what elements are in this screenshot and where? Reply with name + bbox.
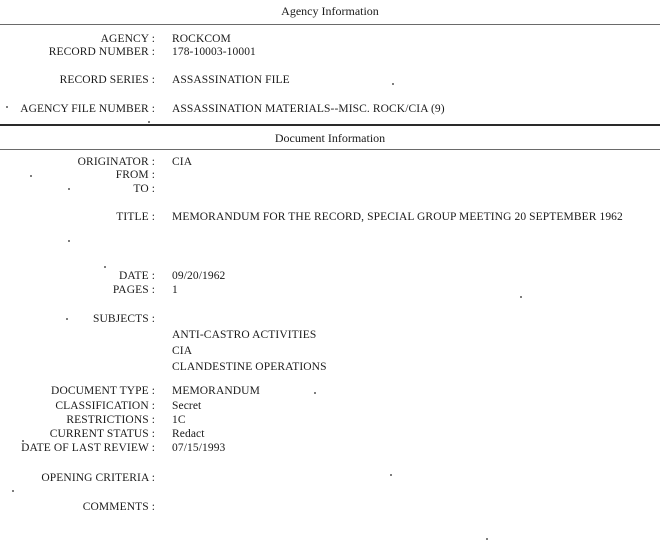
record-number-value: 178-10003-10001 (172, 46, 256, 58)
date-label: DATE : (118, 270, 155, 282)
pages-value: 1 (172, 284, 178, 296)
document-information-header: Document Information (274, 131, 386, 145)
agency-information-header: Agency Information (281, 4, 379, 18)
classification-label: CLASSIFICATION : (55, 400, 155, 412)
record-series-value: ASSASSINATION FILE (172, 74, 290, 86)
classification-value: Secret (172, 400, 202, 412)
originator-label: ORIGINATOR : (77, 156, 155, 168)
agency-file-number-label: AGENCY FILE NUMBER : (20, 103, 155, 115)
document-type-value: MEMORANDUM (172, 385, 260, 397)
record-number-label: RECORD NUMBER : (48, 46, 155, 58)
scan-speck (66, 318, 68, 320)
subject-item: CLANDESTINE OPERATIONS (172, 361, 327, 373)
agency-header-rule (0, 24, 660, 25)
scan-speck (104, 266, 106, 268)
restrictions-label: RESTRICTIONS : (66, 414, 155, 426)
subject-item: ANTI-CASTRO ACTIVITIES (172, 329, 317, 341)
scan-speck (314, 392, 316, 394)
scan-speck (68, 188, 70, 190)
scan-speck (12, 490, 14, 492)
scan-speck (22, 440, 24, 442)
date-of-last-review-label: DATE OF LAST REVIEW : (21, 442, 155, 454)
scan-speck (68, 240, 70, 242)
scan-speck (392, 83, 394, 85)
scan-speck (148, 121, 150, 123)
current-status-label: CURRENT STATUS : (49, 428, 155, 440)
restrictions-value: 1C (172, 414, 186, 426)
title-value: MEMORANDUM FOR THE RECORD, SPECIAL GROUP MEETING 20 SEPTEMBER 1962 (172, 211, 623, 223)
scan-speck (6, 106, 8, 108)
scan-speck (390, 474, 392, 476)
opening-criteria-label: OPENING CRITERIA : (41, 472, 155, 484)
date-of-last-review-value: 07/15/1993 (172, 442, 226, 454)
scan-speck (486, 538, 488, 540)
agency-file-number-value: ASSASSINATION MATERIALS--MISC. ROCK/CIA (9) (172, 103, 445, 115)
document-header-rule (0, 149, 660, 150)
pages-label: PAGES : (112, 284, 155, 296)
section-divider (0, 124, 660, 126)
title-label: TITLE : (116, 211, 155, 223)
scan-speck (30, 175, 32, 177)
to-label: TO : (133, 183, 155, 195)
date-value: 09/20/1962 (172, 270, 226, 282)
comments-label: COMMENTS : (82, 501, 155, 513)
subject-item: CIA (172, 345, 193, 357)
agency-value: ROCKCOM (172, 33, 231, 45)
from-label: FROM : (115, 169, 155, 181)
scan-speck (520, 296, 522, 298)
document-type-label: DOCUMENT TYPE : (51, 385, 155, 397)
agency-label: AGENCY : (100, 33, 155, 45)
record-series-label: RECORD SERIES : (59, 74, 155, 86)
originator-value: CIA (172, 156, 193, 168)
current-status-value: Redact (172, 428, 205, 440)
subjects-label: SUBJECTS : (92, 313, 155, 325)
